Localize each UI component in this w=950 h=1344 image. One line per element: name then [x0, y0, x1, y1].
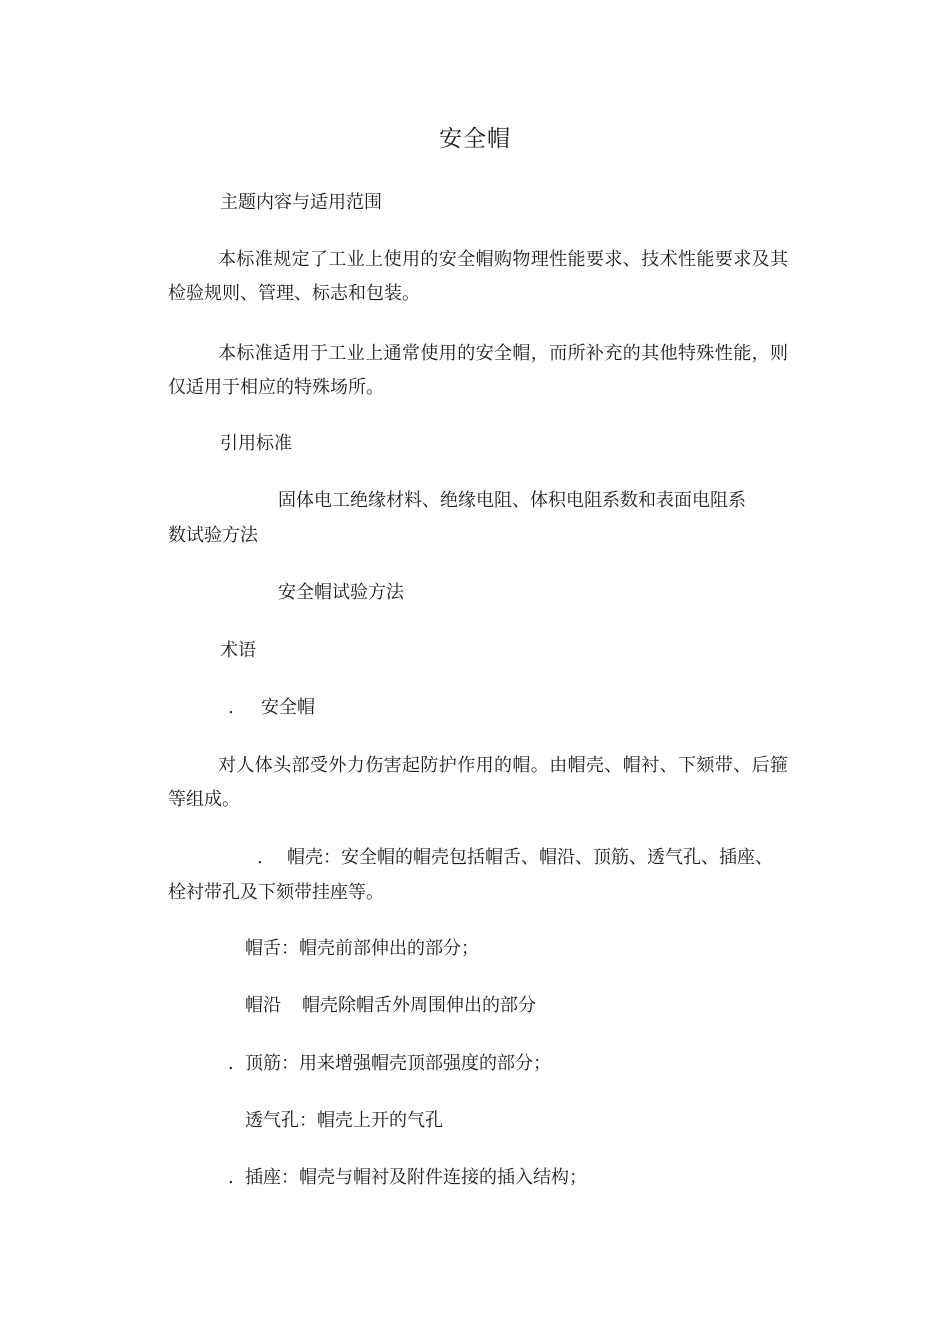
term-2-line-1: 帽壳：安全帽的帽壳包括帽舌、帽沿、顶筋、透气孔、插座、: [287, 847, 773, 868]
paragraph-scope-1: 本标准规定了工业上使用的安全帽购物理性能要求、技术性能要求及其检验规则、管理、标志和包装。: [168, 249, 788, 304]
term-2-number: .: [257, 847, 263, 868]
definition-socket-number: .: [228, 1167, 234, 1188]
reference-1-line-1: 固体电工绝缘材料、绝缘电阻、体积电阻系数和表面电阻系: [278, 490, 746, 511]
definition-brim-edge-term: 帽沿: [245, 995, 281, 1016]
definition-vent-hole: 透气孔：帽壳上开的气孔: [245, 1110, 443, 1131]
section-heading-terms: 术语: [220, 640, 256, 661]
section-heading-references: 引用标准: [220, 433, 292, 454]
section-heading-scope: 主题内容与适用范围: [220, 192, 382, 213]
definition-ridge-number: .: [228, 1053, 234, 1074]
definition-brim-front: 帽舌：帽壳前部伸出的部分；: [245, 938, 479, 959]
definition-brim-edge-desc: 帽壳除帽舌外周围伸出的部分: [302, 995, 536, 1016]
reference-1-line-2: 数试验方法: [168, 525, 258, 546]
definition-ridge: 顶筋：用来增强帽壳顶部强度的部分；: [245, 1053, 551, 1074]
reference-2: 安全帽试验方法: [278, 582, 404, 603]
term-1-label: 安全帽: [261, 697, 315, 718]
term-1-number: .: [228, 697, 234, 718]
term-1-description: 对人体头部受外力伤害起防护作用的帽。由帽壳、帽衬、下颏带、后箍等组成。: [168, 755, 788, 810]
term-2-line-2: 栓衬带孔及下颏带挂座等。: [168, 882, 384, 903]
definition-socket: 插座：帽壳与帽衬及附件连接的插入结构；: [245, 1167, 587, 1188]
paragraph-scope-2: 本标准适用于工业上通常使用的安全帽，而所补充的其他特殊性能，则仅适用于相应的特殊场所。: [168, 343, 788, 398]
document-title: 安全帽: [439, 126, 511, 152]
